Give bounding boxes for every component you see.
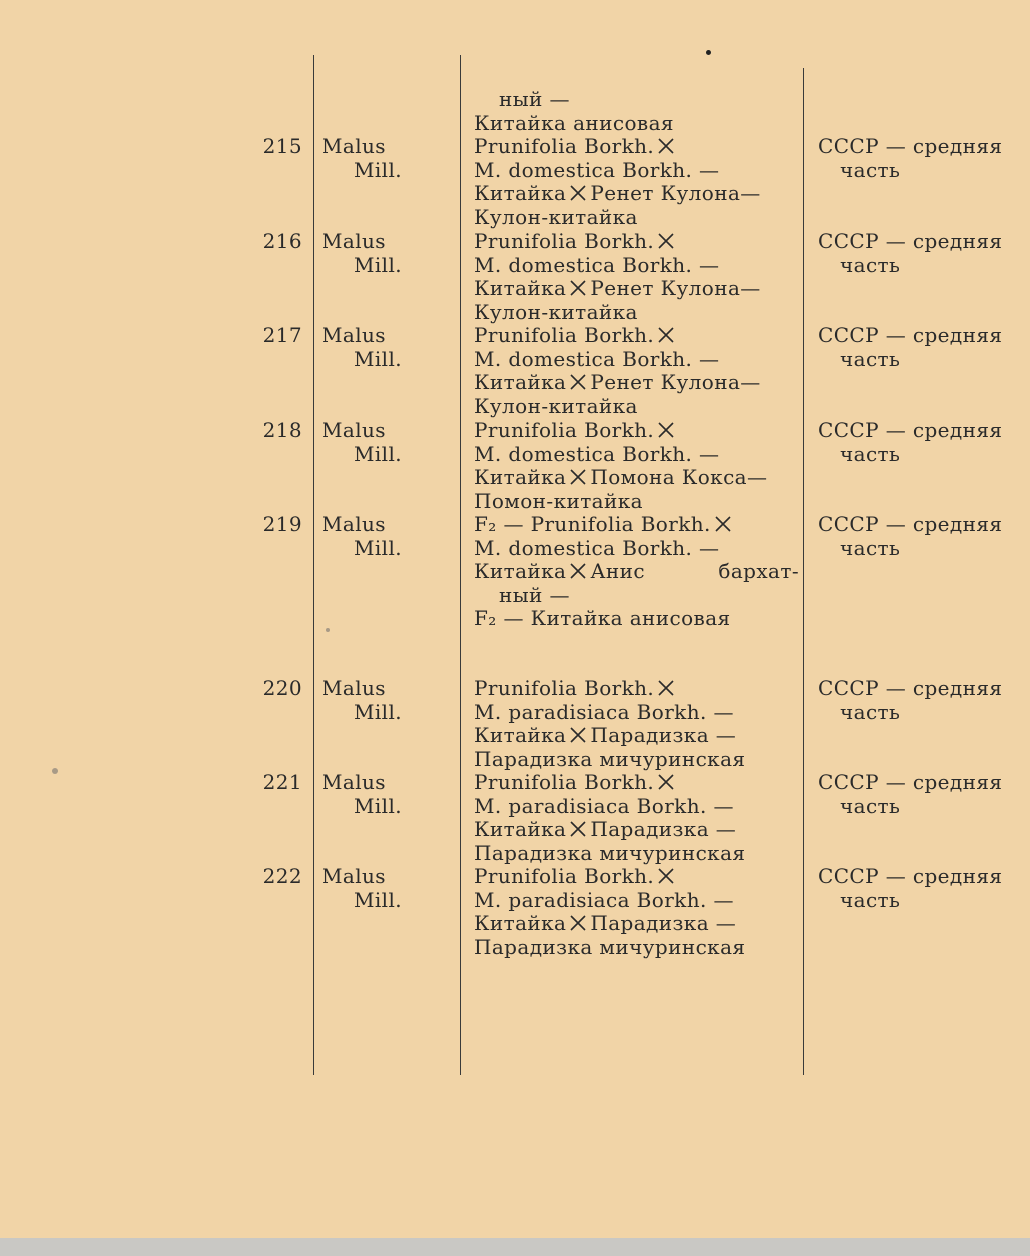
description-line [474,584,799,608]
description-line [474,490,799,514]
genus-cell [322,865,402,912]
genus-cell [322,513,402,560]
genus-cell [322,419,402,466]
genus-name: Malus [322,229,386,253]
genus-name: Malus [322,864,386,888]
description-line [474,607,799,631]
genus-author: Mill. [353,346,402,371]
region-line: часть [840,252,901,277]
hybrid-description [474,771,799,865]
region-line: СССР — средняя [818,512,1003,536]
paper-speck [326,628,330,632]
description-line [474,182,799,206]
genus-cell [322,771,402,818]
region-line: СССР — средняя [818,676,1003,700]
genus-name: Malus [322,770,386,794]
hyphenated-word: бархат- [718,559,799,584]
region-line: часть [840,699,901,724]
hybrid-cross-icon [656,866,676,886]
hybrid-description [474,865,799,959]
hybrid-description [474,324,799,418]
description-text: Кулон-китайка [474,393,638,418]
hybrid-description [474,419,799,513]
genus-cell [322,135,402,182]
description-segment [474,560,645,584]
description-line [474,795,799,819]
genus-cell [322,324,402,371]
region-cell [818,135,1002,182]
continuation-line: Китайка анисовая [474,110,674,135]
description-line [474,936,799,960]
description-line [474,724,799,748]
description-line [474,842,799,866]
description-text: Prunifolia Borkh. [474,770,655,794]
parent-name: Помона Кокса— [590,465,768,490]
description-line [474,135,799,159]
description-line [474,889,799,913]
hybrid-cross-icon [656,325,676,345]
hybrid-cross-icon [656,678,676,698]
parent-name: Китайка [474,817,567,842]
region-cell [818,677,1002,724]
hybrid-cross-icon [568,561,588,581]
description-line [474,159,799,183]
hybrid-cross-icon [568,372,588,392]
parent-name: Парадизка — [590,911,737,936]
description-line [474,677,799,701]
description-line [474,912,799,936]
parent-name: Китайка [474,723,567,748]
parent-name: Ренет Кулона— [590,370,761,395]
region-cell [818,865,1002,912]
genus-author: Mill. [353,887,402,912]
region-line: СССР — средняя [818,323,1003,347]
description-line [474,443,799,467]
description-text: ный — [499,582,570,607]
genus-cell [322,677,402,724]
hybrid-cross-icon [568,819,588,839]
region-cell [818,419,1002,466]
hybrid-cross-icon [568,278,588,298]
description-text: Prunifolia Borkh. [474,134,655,158]
description-text: Prunifolia Borkh. [474,676,655,700]
region-line: часть [840,441,901,466]
description-text: Prunifolia Borkh. [474,229,655,253]
genus-cell [322,230,402,277]
description-line [474,466,799,490]
description-line [474,818,799,842]
description-text: M. paradisiaca Borkh. — [474,699,734,724]
hybrid-cross-icon [568,725,588,745]
parent-name: Китайка [474,559,567,584]
continuation-line: ный — [499,87,570,111]
genus-author: Mill. [353,793,402,818]
description-line [474,324,799,348]
description-line [474,277,799,301]
description-text: Парадизка мичуринская [474,746,746,771]
description-text: M. domestica Borkh. — [474,535,720,560]
description-text: Кулон-китайка [474,299,638,324]
region-cell [818,771,1002,818]
column-rule-1 [313,55,314,1075]
description-text: F₂ — Prunifolia Borkh. [474,512,711,536]
description-line [474,513,799,537]
region-line: СССР — средняя [818,418,1003,442]
genus-author: Mill. [353,441,402,466]
genus-author: Mill. [353,252,402,277]
hybrid-cross-icon [713,514,733,534]
region-line: часть [840,793,901,818]
genus-name: Malus [322,418,386,442]
region-line: часть [840,157,901,182]
description-text: Помон-китайка [474,488,643,513]
genus-name: Malus [322,676,386,700]
row-number: 216 [262,229,302,253]
description-line [474,865,799,889]
description-text: M. domestica Borkh. — [474,157,720,182]
parent-name: Анис [590,559,645,584]
hybrid-cross-icon [656,420,676,440]
description-text: M. paradisiaca Borkh. — [474,793,734,818]
row-number: 219 [262,512,302,536]
hybrid-description [474,135,799,229]
paper-speck [52,768,58,774]
hybrid-cross-icon [656,772,676,792]
description-line [474,348,799,372]
row-number: 217 [262,323,302,347]
description-text: M. domestica Borkh. — [474,252,720,277]
genus-author: Mill. [353,699,402,724]
region-line: СССР — средняя [818,229,1003,253]
description-line [474,560,799,584]
description-line [474,701,799,725]
hybrid-cross-icon [568,913,588,933]
parent-name: Парадизка — [590,723,737,748]
parent-name: Китайка [474,911,567,936]
hybrid-cross-icon [656,231,676,251]
description-text: Парадизка мичуринская [474,934,746,959]
hybrid-description [474,230,799,324]
description-line [474,395,799,419]
description-line [474,371,799,395]
continuation-block [474,88,799,135]
column-rule-2 [460,55,461,1075]
genus-name: Malus [322,134,386,158]
description-text: M. domestica Borkh. — [474,441,720,466]
description-text: M. paradisiaca Borkh. — [474,887,734,912]
parent-name: Ренет Кулона— [590,181,761,206]
hybrid-description [474,677,799,771]
description-text: F₂ — Китайка анисовая [474,606,731,631]
genus-author: Mill. [353,157,402,182]
description-text: Prunifolia Borkh. [474,418,655,442]
parent-name: Китайка [474,276,567,301]
description-text: M. domestica Borkh. — [474,346,720,371]
description-line [474,254,799,278]
region-line: СССР — средняя [818,864,1003,888]
description-text: Парадизка мичуринская [474,840,746,865]
description-line [474,537,799,561]
column-rule-3 [803,68,804,1075]
hybrid-cross-icon [656,136,676,156]
description-line [474,301,799,325]
row-number: 215 [262,134,302,158]
genus-name: Malus [322,323,386,347]
parent-name: Китайка [474,370,567,395]
region-cell [818,324,1002,371]
description-line [474,771,799,795]
row-number: 221 [262,770,302,794]
genus-author: Mill. [353,535,402,560]
region-line: часть [840,535,901,560]
row-number: 218 [262,418,302,442]
region-line: часть [840,887,901,912]
hybrid-description [474,513,799,631]
hybrid-cross-icon [568,467,588,487]
description-text: Кулон-китайка [474,204,638,229]
parent-name: Китайка [474,465,567,490]
parent-name: Парадизка — [590,817,737,842]
region-cell [818,230,1002,277]
parent-name: Китайка [474,181,567,206]
region-line: часть [840,346,901,371]
description-text: Prunifolia Borkh. [474,323,655,347]
description-line [474,230,799,254]
hybrid-cross-icon [568,183,588,203]
region-cell [818,513,1002,560]
description-line [474,206,799,230]
row-number: 220 [262,676,302,700]
parent-name: Ренет Кулона— [590,276,761,301]
region-line: СССР — средняя [818,770,1003,794]
genus-name: Malus [322,512,386,536]
row-number: 222 [262,864,302,888]
description-text: Prunifolia Borkh. [474,864,655,888]
paper-speck [706,50,711,55]
region-line: СССР — средняя [818,134,1003,158]
description-line [474,419,799,443]
description-line [474,748,799,772]
